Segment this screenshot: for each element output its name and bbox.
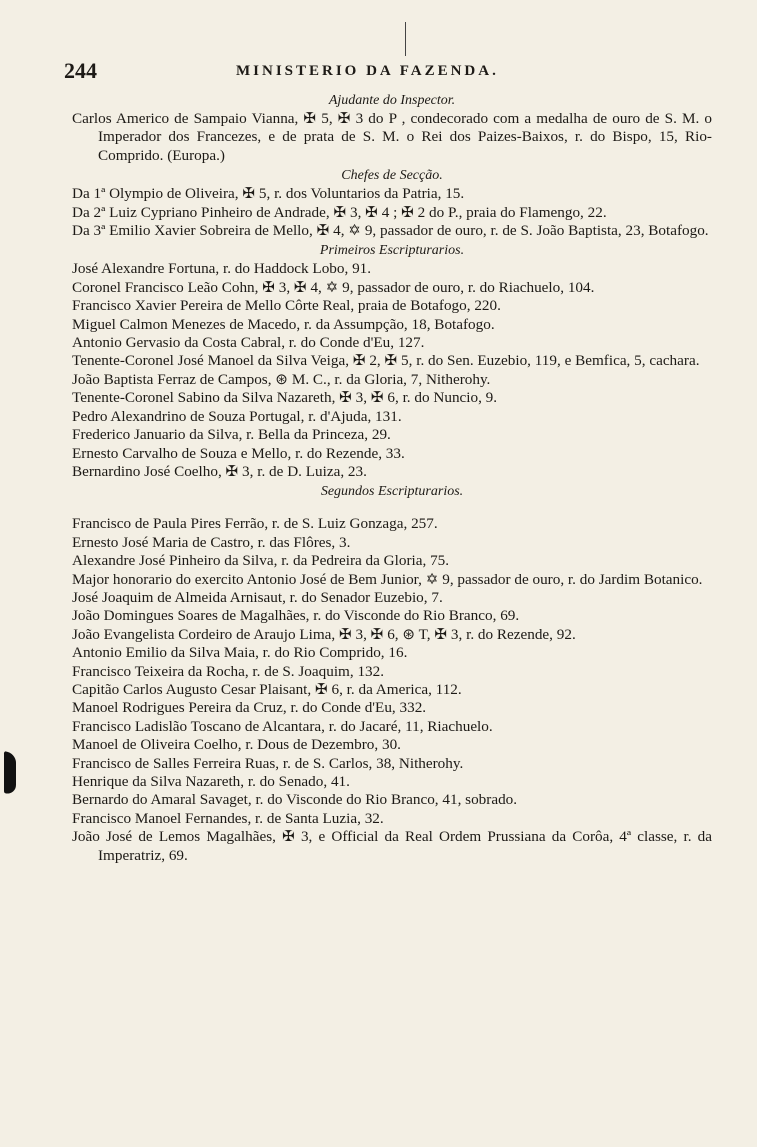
running-title: MINISTERIO DA FAZENDA. xyxy=(236,63,499,79)
print-mark xyxy=(405,22,406,56)
list-entry: Manoel Rodrigues Pereira da Cruz, r. do Conde d'Eu, 332. xyxy=(72,699,427,717)
list-entry: Francisco de Paula Pires Ferrão, r. de S. Luiz Gonzaga, 257. xyxy=(72,515,438,533)
page-body xyxy=(72,92,712,865)
list-entry: Francisco de Salles Ferreira Ruas, r. de S. Carlos, 38, Nitherohy. xyxy=(72,754,464,772)
list-entry: Coronel Francisco Leão Cohn, ✠ 3, ✠ 4, ✡ 9, passador de ouro, r. do Riachuelo, 104. xyxy=(72,278,595,296)
gutter-shadow-mark xyxy=(4,751,16,795)
list-entry: Da 1ª Olympio de Oliveira, ✠ 5, r. dos Voluntarios da Patria, 15. xyxy=(72,185,465,203)
section-title: Chefes de Secção. xyxy=(341,168,443,184)
list-entry: Ernesto José Maria de Castro, r. das Flôres, 3. xyxy=(72,533,351,551)
list-entry: Antonio Emilio da Silva Maia, r. do Rio Comprido, 16. xyxy=(72,644,408,662)
section-title: Primeiros Escripturarios. xyxy=(319,243,465,259)
list-entry: Francisco Xavier Pereira de Mello Côrte Real, praia de Botafogo, 220. xyxy=(72,297,501,315)
list-entry: João Evangelista Cordeiro de Araujo Lima, ✠ 3, ✠ 6, ⊛ T, ✠ 3, r. do Rezende, 92. xyxy=(72,625,576,643)
list-entry: Francisco Teixeira da Rocha, r. de S. Joaquim, 132. xyxy=(72,662,385,680)
list-entry: Da 3ª Emilio Xavier Sobreira de Mello, ✠ 4, ✡ 9, passador de ouro, r. de S. João Baptista, 23, Botafogo. xyxy=(72,222,709,240)
list-entry: José Joaquim de Almeida Arnisaut, r. do Senador Euzebio, 7. xyxy=(72,588,443,606)
list-entry: Francisco Manoel Fernandes, r. de Santa Luzia, 32. xyxy=(72,809,384,827)
list-entry: Bernardino José Coelho, ✠ 3, r. de D. Luiza, 23. xyxy=(72,462,367,480)
list-entry: João Domingues Soares de Magalhães, r. do Visconde do Rio Branco, 69. xyxy=(72,607,520,625)
list-entry: João José de Lemos Magalhães, ✠ 3, e Official da Real Ordem Prussiana da Corôa, 4ª classe, r. da Imperatriz, 69. xyxy=(72,828,712,864)
list-entry: Ernesto Carvalho de Souza e Mello, r. do Rezende, 33. xyxy=(72,444,405,462)
list-entry: Major honorario do exercito Antonio José de Bem Junior, ✡ 9, passador de ouro, r. do Jardim Botanico. xyxy=(72,570,703,588)
list-entry: Manoel de Oliveira Coelho, r. Dous de Dezembro, 30. xyxy=(72,736,401,754)
page-header xyxy=(64,56,704,84)
list-entry: Carlos Americo de Sampaio Vianna, ✠ 5, ✠ 3 do P , condecorado com a medalha de ouro de S. M. o Imperador dos Francezes, e de prata de S. M. o Rei dos Paizes-Baixos, r. do Bispo, 15, Rio-Comprido. (Europa.) xyxy=(72,110,712,164)
list-entry: Bernardo do Amaral Savaget, r. do Visconde do Rio Branco, 41, sobrado. xyxy=(72,791,518,809)
list-entry: Frederico Januario da Silva, r. Bella da Princeza, 29. xyxy=(72,426,391,444)
section-title: Segundos Escripturarios. xyxy=(320,484,464,500)
section-title: Ajudante do Inspector. xyxy=(328,93,456,108)
list-entry: Francisco Ladislão Toscano de Alcantara, r. do Jacaré, 11, Riachuelo. xyxy=(72,717,493,735)
list-entry: Da 2ª Luiz Cypriano Pinheiro de Andrade, ✠ 3, ✠ 4 ; ✠ 2 do P., praia do Flamengo, 22. xyxy=(72,203,607,221)
list-entry: Tenente-Coronel José Manoel da Silva Veiga, ✠ 2, ✠ 5, r. do Sen. Euzebio, 119, e Bemfica, 5, cachara. xyxy=(72,352,700,370)
list-entry: Miguel Calmon Menezes de Macedo, r. da Assumpção, 18, Botafogo. xyxy=(72,315,495,333)
list-entry: João Baptista Ferraz de Campos, ⊛ M. C., r. da Gloria, 7, Nitherohy. xyxy=(72,370,491,388)
list-entry: Capitão Carlos Augusto Cesar Plaisant, ✠ 6, r. da America, 112. xyxy=(72,680,462,698)
list-entry: José Alexandre Fortuna, r. do Haddock Lobo, 91. xyxy=(72,260,372,278)
list-entry: Pedro Alexandrino de Souza Portugal, r. d'Ajuda, 131. xyxy=(72,407,402,425)
list-entry: Antonio Gervasio da Costa Cabral, r. do Conde d'Eu, 127. xyxy=(72,334,425,352)
list-entry: Tenente-Coronel Sabino da Silva Nazareth, ✠ 3, ✠ 6, r. do Nuncio, 9. xyxy=(72,389,498,407)
page-number: 244 xyxy=(64,58,97,83)
section-gap xyxy=(72,501,712,515)
list-entry: Henrique da Silva Nazareth, r. do Senado, 41. xyxy=(72,773,350,790)
list-entry: Alexandre José Pinheiro da Silva, r. da Pedreira da Gloria, 75. xyxy=(72,552,450,570)
